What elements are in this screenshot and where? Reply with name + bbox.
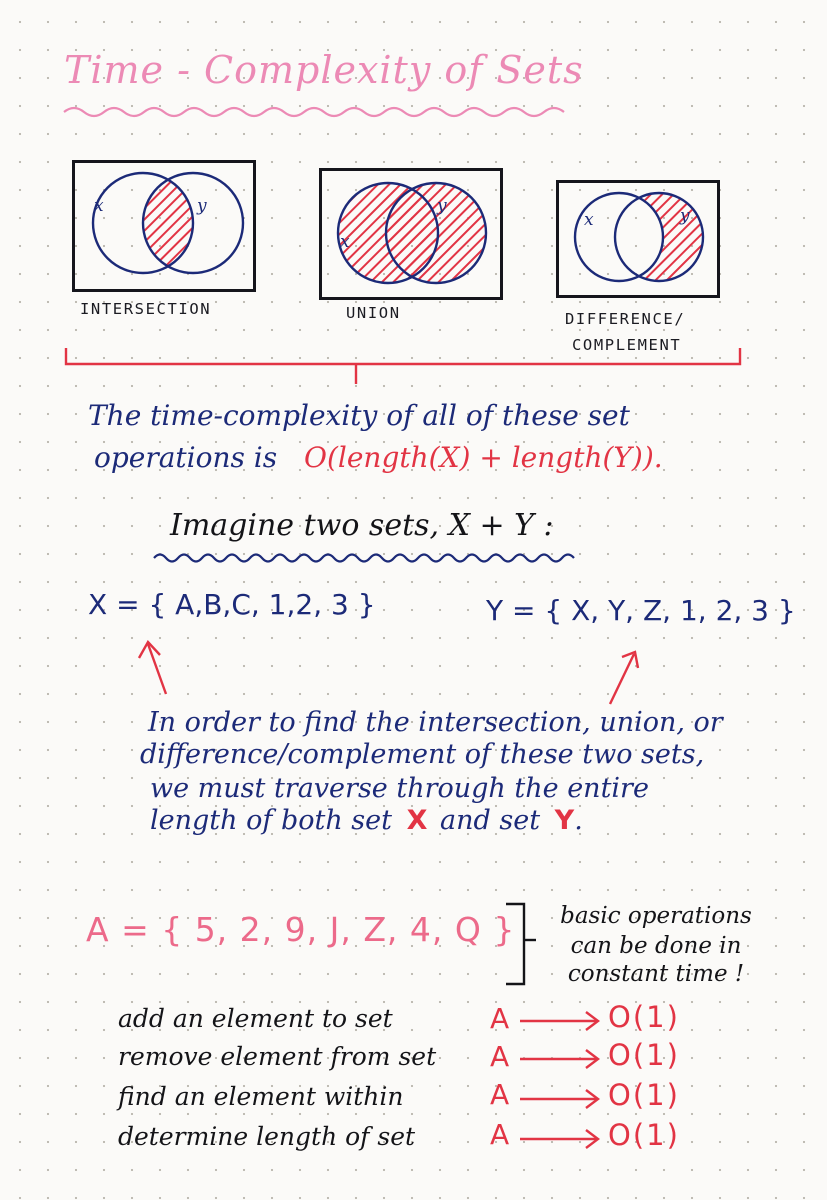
statement-line2 [94, 438, 663, 478]
arrow-to-set-x [136, 636, 186, 700]
paragraph-line3: we must traverse through the entire [150, 773, 649, 804]
venn-difference-x-label: x [584, 210, 594, 230]
bracket-note-line2: can be done in [570, 933, 742, 959]
venn-intersection-diagram [75, 163, 253, 289]
paragraph-set-x: X [406, 805, 428, 836]
operation-label-length: determine length of set [118, 1122, 416, 1151]
paragraph-line4-prefix: length of both set [150, 805, 392, 836]
arrow-right-icon [518, 1124, 604, 1154]
red-bracket [60, 344, 750, 388]
venn-intersection-caption: INTERSECTION [80, 300, 212, 318]
page-title: Time - Complexity of Sets [64, 48, 584, 92]
operation-complexity-find: O(1) [608, 1078, 680, 1112]
venn-union-caption: UNION [346, 304, 401, 322]
paragraph-end: . [574, 805, 583, 836]
paragraph-line4 [150, 804, 583, 837]
venn-difference-diagram [559, 183, 717, 295]
paragraph-set-y: Y [554, 805, 575, 836]
statement-formula: O(length(X) + length(Y)). [304, 441, 663, 474]
operation-set-find: A [490, 1078, 510, 1111]
venn-intersection-y-label: y [197, 196, 207, 216]
set-y-definition: Y = { X, Y, Z, 1, 2, 3 } [486, 594, 796, 627]
venn-difference-box [556, 180, 720, 298]
operation-set-remove: A [490, 1040, 510, 1073]
venn-intersection-x-label: x [94, 196, 104, 216]
venn-union-x-label: x [340, 232, 350, 252]
venn-union-y-label: y [437, 196, 447, 216]
set-x-definition: X = { A,B,C, 1,2, 3 } [88, 588, 376, 621]
arrow-right-icon [518, 1044, 604, 1074]
paragraph-mid: and set [440, 805, 541, 836]
statement-line1: The time-complexity of all of these set [88, 399, 630, 432]
statement-prefix: operations is [94, 441, 278, 474]
operation-set-add: A [490, 1002, 510, 1035]
venn-difference-caption-line1: DIFFERENCE/ [565, 310, 686, 328]
bracket-note-line3: constant time ! [567, 961, 745, 987]
operation-complexity-add: O(1) [608, 1000, 680, 1034]
operation-label-add: add an element to set [118, 1004, 393, 1033]
operation-complexity-length: O(1) [608, 1118, 680, 1152]
arrow-to-set-y [600, 646, 650, 710]
operation-complexity-remove: O(1) [608, 1038, 680, 1072]
set-a-definition: A = { 5, 2, 9, J, Z, 4, Q } [86, 910, 516, 949]
imagine-underline [150, 546, 590, 570]
venn-difference-y-label: y [680, 206, 690, 226]
arrow-right-icon [518, 1006, 604, 1036]
arrow-right-icon [518, 1084, 604, 1114]
operation-label-find: find an element within [118, 1082, 404, 1111]
operation-set-length: A [490, 1118, 510, 1151]
operation-label-remove: remove element from set [118, 1042, 437, 1071]
title-underline [60, 98, 580, 134]
venn-difference-caption-line2: COMPLEMENT [572, 336, 682, 354]
bracket-note-line1: basic operations [560, 903, 752, 929]
paragraph-line2: difference/complement of these two sets, [140, 739, 705, 770]
venn-intersection-box [72, 160, 256, 292]
imagine-heading: Imagine two sets, X + Y : [170, 508, 554, 543]
paragraph-line1: In order to find the intersection, union, or [148, 707, 723, 738]
